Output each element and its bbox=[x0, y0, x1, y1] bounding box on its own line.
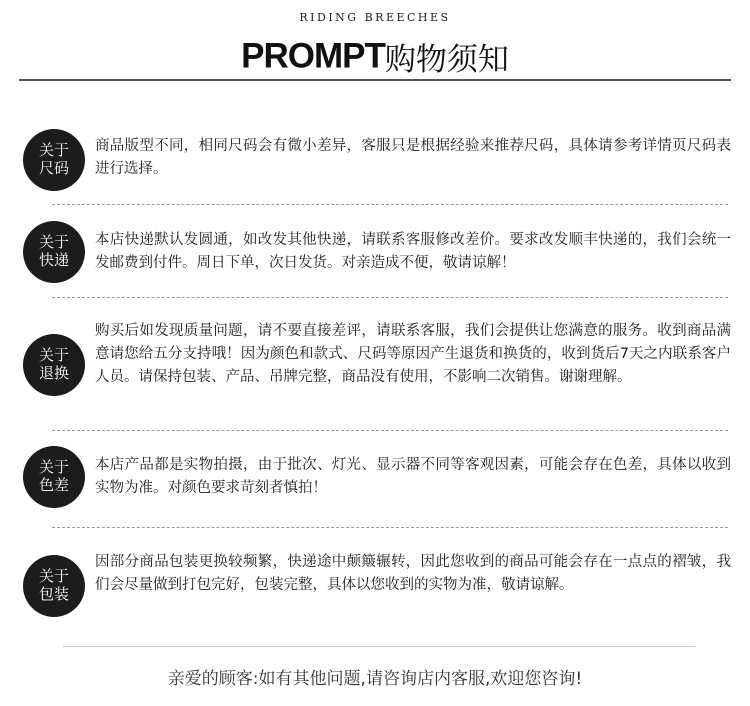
badge-line2: 色差 bbox=[38, 476, 69, 494]
footer-divider bbox=[63, 646, 695, 647]
badge-line2: 尺码 bbox=[38, 159, 69, 177]
badge-line1: 关于 bbox=[38, 567, 69, 585]
section-divider bbox=[52, 204, 728, 205]
badge-line2: 快递 bbox=[38, 251, 69, 269]
section-badge-returns bbox=[23, 334, 85, 396]
badge-line1: 关于 bbox=[38, 141, 69, 159]
section-badge-size bbox=[23, 129, 85, 191]
badge-line1: 关于 bbox=[38, 346, 69, 364]
section-divider bbox=[52, 527, 728, 528]
section-divider bbox=[52, 430, 728, 431]
section-badge-packaging bbox=[23, 555, 85, 617]
page-title-cn: 购物须知 bbox=[384, 42, 509, 78]
badge-line1: 关于 bbox=[38, 233, 69, 251]
section-text-packaging: 因部分商品包装更换较频繁，快递途中颠簸辗转，因此您收到的商品可能会存在一点点的褶皱，我们会尽量做到打包完好，包装完整，具体以您收到的实物为准，敬请谅解。 bbox=[95, 554, 731, 593]
section-text-returns: 购买后如发现质量问题，请不要直接差评，请联系客服，我们会提供让您满意的服务。收到商品满意请您给五分支持哦！因为颜色和款式、尺码等原因产生退货和换货的，收到货后7天之内联系客户人员。请保持包装、产品、吊牌完整，商品没有使用，不影响二次销售。谢谢理解。 bbox=[95, 323, 731, 385]
badge-line2: 退换 bbox=[38, 364, 69, 382]
badge-line2: 包装 bbox=[38, 585, 69, 603]
section-text-shipping: 本店快递默认发圆通，如改发其他快递，请联系客服修改差价。要求改发顺丰快递的，我们会统一发邮费到付件。周日下单，次日发货。对亲造成不便，敬请谅解！ bbox=[95, 232, 731, 271]
page-title-en: PROMPT bbox=[241, 36, 385, 76]
header-subtitle: RIDING BREECHES bbox=[299, 11, 451, 24]
section-badge-shipping bbox=[23, 221, 85, 283]
page-title bbox=[0, 34, 750, 79]
section-divider bbox=[52, 297, 728, 298]
section-badge-color bbox=[23, 446, 85, 508]
header-divider bbox=[19, 79, 731, 81]
badge-line1: 关于 bbox=[38, 458, 69, 476]
section-text-color: 本店产品都是实物拍摄，由于批次、灯光、显示器不同等客观因素，可能会存在色差，具体以收到实物为准。对颜色要求苛刻者慎拍！ bbox=[95, 457, 731, 496]
footer-note: 亲爱的顾客:如有其他问题,请咨询店内客服,欢迎您咨询! bbox=[167, 669, 583, 689]
section-text-size: 商品版型不同，相同尺码会有微小差异，客服只是根据经验来推荐尺码，具体请参考详情页尺码表进行选择。 bbox=[95, 138, 731, 177]
